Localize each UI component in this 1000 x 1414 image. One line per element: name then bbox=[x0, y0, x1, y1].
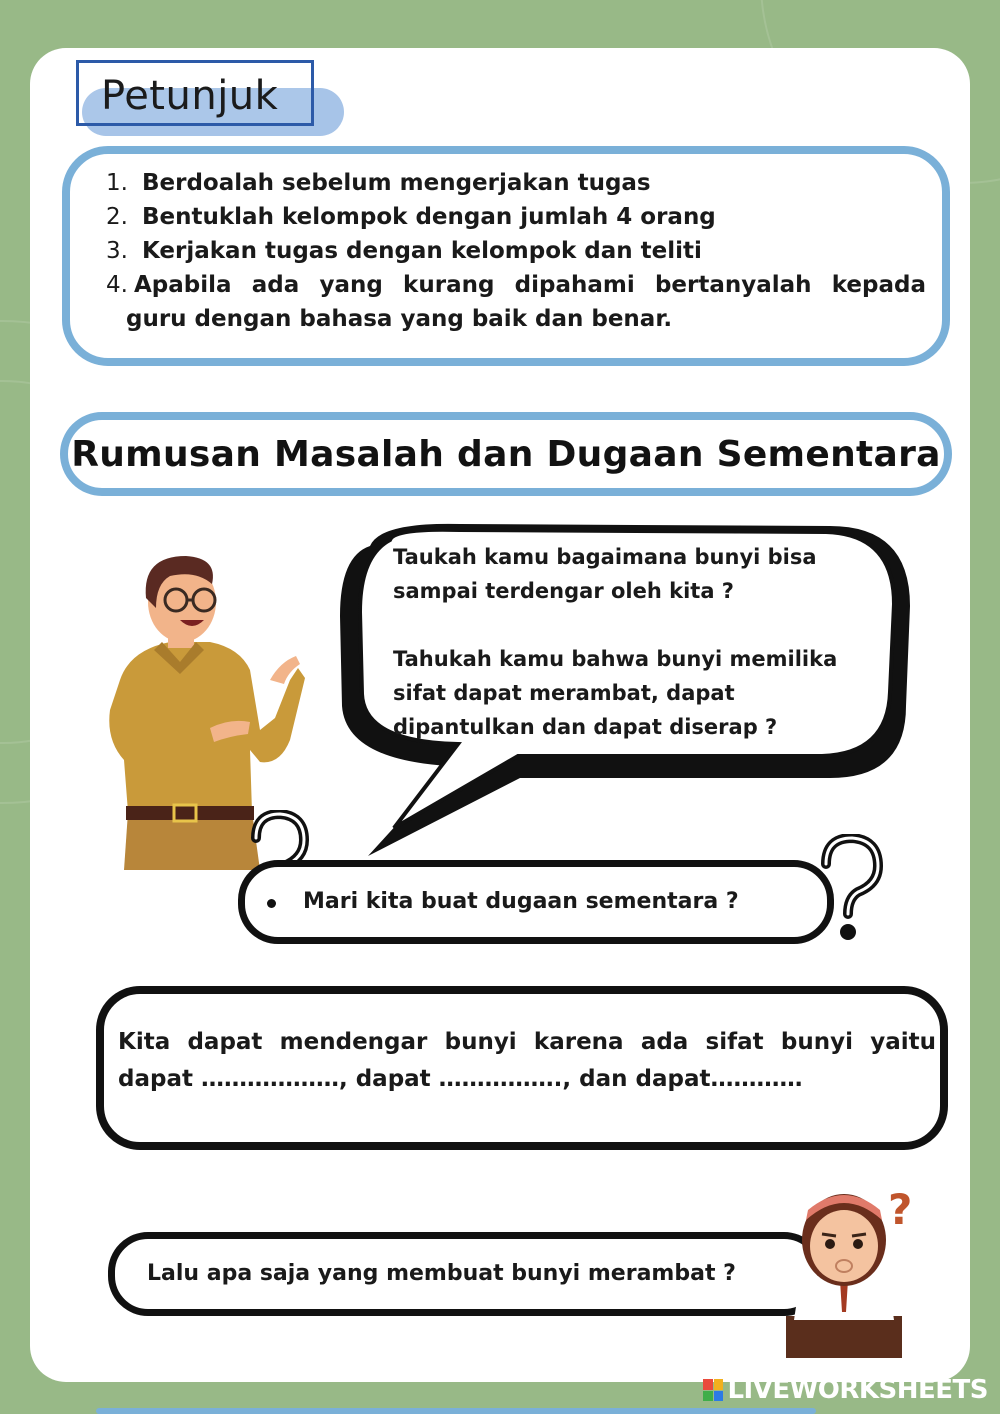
speech-question-1: Taukah kamu bagaimana bunyi bisa sampai terdengar oleh kita ? bbox=[393, 545, 817, 603]
instruction-text: Bentuklah kelompok dengan jumlah 4 orang bbox=[142, 204, 716, 230]
instruction-text: Kerjakan tugas dengan kelompok dan teliti bbox=[142, 238, 702, 264]
section-title: Rumusan Masalah dan Dugaan Sementara bbox=[71, 433, 941, 475]
hypothesis-prompt-box bbox=[238, 860, 834, 944]
section-title-box bbox=[60, 412, 952, 496]
answer-box[interactable] bbox=[96, 986, 948, 1150]
instruction-item bbox=[100, 234, 926, 268]
instruction-number: 3. bbox=[106, 238, 128, 264]
bottom-accent-bar bbox=[96, 1408, 816, 1414]
bullet-dot bbox=[267, 899, 276, 908]
thinking-girl-illustration bbox=[780, 1180, 930, 1360]
question-text: Lalu apa saja yang membuat bunyi merambat ? bbox=[147, 1261, 736, 1286]
speech-text bbox=[393, 540, 873, 744]
petunjuk-label: Petunjuk bbox=[76, 60, 314, 126]
instructions-list bbox=[100, 166, 926, 336]
instruction-item bbox=[100, 166, 926, 200]
svg-text:?: ? bbox=[888, 1185, 913, 1234]
answer-text: Kita dapat mendengar bunyi karena ada sifat bunyi yaitu dapat ………………, dapat ……………., dan dapat………… bbox=[118, 1029, 936, 1092]
question-box bbox=[108, 1232, 824, 1316]
instruction-text-continued: guru dengan bahasa yang baik dan benar. bbox=[126, 306, 673, 332]
brand-logo-icon bbox=[703, 1379, 723, 1401]
hypothesis-prompt-text: Mari kita buat dugaan sementara ? bbox=[303, 889, 739, 914]
instruction-text: Berdoalah sebelum mengerjakan tugas bbox=[142, 170, 651, 196]
instruction-item bbox=[100, 268, 926, 336]
speech-question-2: Tahukah kamu bahwa bunyi memilika sifat dapat merambat, dapat dipantulkan dan dapat diserap ? bbox=[393, 647, 838, 739]
instruction-item bbox=[100, 200, 926, 234]
brand-name: LIVEWORKSHEETS bbox=[727, 1375, 988, 1405]
petunjuk-header bbox=[74, 60, 354, 140]
instruction-text: Apabila ada yang kurang dipahami bertanyalah kepada bbox=[134, 272, 926, 298]
instruction-number: 1. bbox=[106, 170, 128, 196]
liveworksheets-logo[interactable] bbox=[703, 1372, 988, 1408]
instruction-number: 2. bbox=[106, 204, 128, 230]
instruction-number: 4. bbox=[106, 272, 128, 298]
